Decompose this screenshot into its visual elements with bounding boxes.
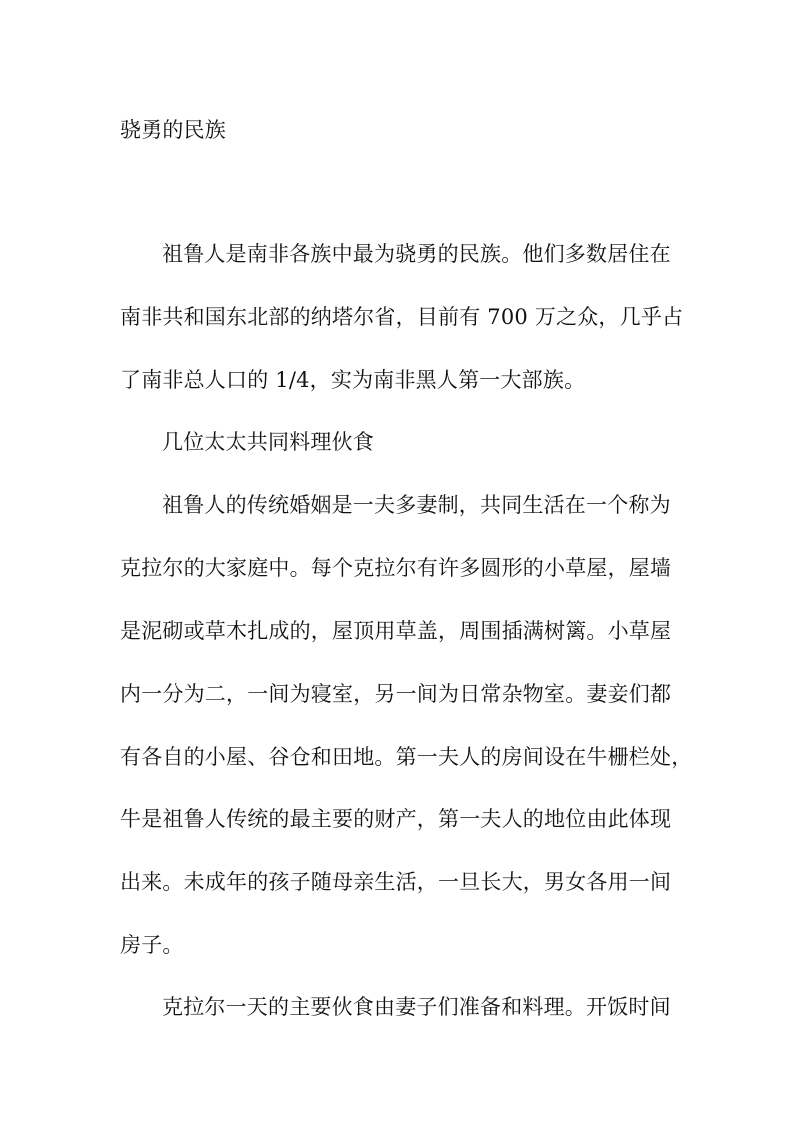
paragraph-line: 南非共和国东北部的纳塔尔省，目前有 700 万之众，几乎占 <box>120 305 684 329</box>
paragraph-line: 祖鲁人是南非各族中最为骁勇的民族。他们多数居住在 <box>162 242 671 266</box>
document-title: 骁勇的民族 <box>120 118 226 142</box>
paragraph-line: 房子。 <box>120 933 184 957</box>
section-heading: 几位太太共同料理伙食 <box>162 430 374 454</box>
paragraph-line: 有各自的小屋、谷仓和田地。第一夫人的房间设在牛栅栏处， <box>120 745 693 769</box>
paragraph-line: 出来。未成年的孩子随母亲生活，一旦长大，男女各用一间 <box>120 870 672 894</box>
paragraph-line: 牛是祖鲁人传统的最主要的财产，第一夫人的地位由此体现 <box>120 807 672 831</box>
paragraph-line: 祖鲁人的传统婚姻是一夫多妻制，共同生活在一个称为 <box>162 493 671 517</box>
paragraph-line: 克拉尔一天的主要伙食由妻子们准备和料理。开饭时间 <box>162 995 671 1019</box>
paragraph-line: 是泥砌或草木扎成的，屋顶用草盖，周围插满树篱。小草屋 <box>120 619 672 643</box>
paragraph-line: 克拉尔的大家庭中。每个克拉尔有许多圆形的小草屋，屋墙 <box>120 556 672 580</box>
paragraph-line: 内一分为二，一间为寝室，另一间为日常杂物室。妻妾们都 <box>120 682 672 706</box>
paragraph-line: 了南非总人口的 1/4，实为南非黑人第一大部族。 <box>120 368 586 392</box>
